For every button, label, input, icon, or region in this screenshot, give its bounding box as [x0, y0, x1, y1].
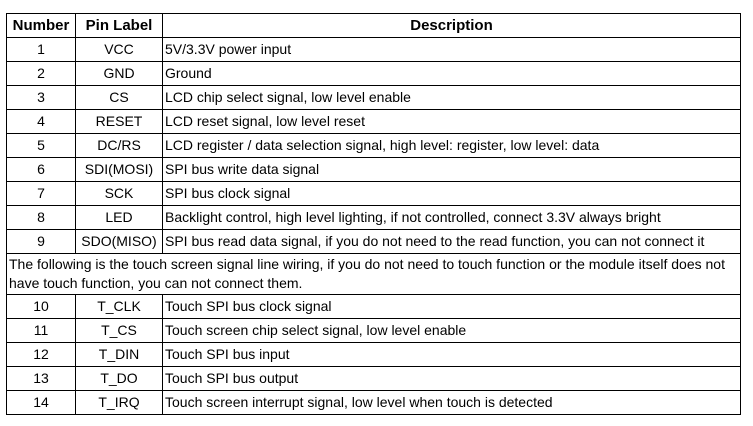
- pin-description: Touch screen chip select signal, low level enable: [163, 319, 741, 343]
- table-row: [7, 391, 741, 415]
- pin-number: 13: [7, 367, 76, 391]
- header-description: Description: [163, 14, 741, 38]
- pin-label: SDI(MOSI): [76, 158, 163, 182]
- pin-label: CS: [76, 86, 163, 110]
- pin-label: SCK: [76, 182, 163, 206]
- pin-label: T_DO: [76, 367, 163, 391]
- pin-label: T_CLK: [76, 295, 163, 319]
- pin-description: Touch SPI bus output: [163, 367, 741, 391]
- pin-label: VCC: [76, 38, 163, 62]
- pin-description: Touch screen interrupt signal, low level when touch is detected: [163, 391, 741, 415]
- pin-table: [6, 13, 741, 415]
- pin-number: 8: [7, 206, 76, 230]
- pin-description: SPI bus clock signal: [163, 182, 741, 206]
- header-row: [7, 14, 741, 38]
- table-row: [7, 319, 741, 343]
- table-row: [7, 86, 741, 110]
- pin-description: SPI bus read data signal, if you do not need to the read function, you can not connect it: [163, 230, 741, 254]
- pin-label: LED: [76, 206, 163, 230]
- pin-table-container: [6, 13, 741, 415]
- table-row: [7, 295, 741, 319]
- pin-description: SPI bus write data signal: [163, 158, 741, 182]
- pin-label: RESET: [76, 110, 163, 134]
- pin-number: 3: [7, 86, 76, 110]
- table-row: [7, 62, 741, 86]
- pin-label: SDO(MISO): [76, 230, 163, 254]
- pin-label: DC/RS: [76, 134, 163, 158]
- pin-number: 12: [7, 343, 76, 367]
- pin-description: Ground: [163, 62, 741, 86]
- touch-wiring-note: The following is the touch screen signal line wiring, if you do not need to touch function or the module itself does not have touch function, you can not connect them.: [7, 254, 741, 295]
- pin-number: 10: [7, 295, 76, 319]
- table-row: [7, 158, 741, 182]
- pin-description: LCD chip select signal, low level enable: [163, 86, 741, 110]
- table-row: [7, 206, 741, 230]
- header-pin-label: Pin Label: [76, 14, 163, 38]
- pin-number: 14: [7, 391, 76, 415]
- table-row: [7, 230, 741, 254]
- pin-number: 5: [7, 134, 76, 158]
- pin-number: 9: [7, 230, 76, 254]
- pin-description: Touch SPI bus clock signal: [163, 295, 741, 319]
- pin-description: LCD reset signal, low level reset: [163, 110, 741, 134]
- pin-description: Backlight control, high level lighting, if not controlled, connect 3.3V always bright: [163, 206, 741, 230]
- table-row: [7, 134, 741, 158]
- header-number: Number: [7, 14, 76, 38]
- table-row: [7, 38, 741, 62]
- pin-description: 5V/3.3V power input: [163, 38, 741, 62]
- table-row: [7, 110, 741, 134]
- pin-number: 7: [7, 182, 76, 206]
- pin-description: Touch SPI bus input: [163, 343, 741, 367]
- table-row: [7, 343, 741, 367]
- pin-number: 11: [7, 319, 76, 343]
- note-row: [7, 254, 741, 295]
- pin-label: T_DIN: [76, 343, 163, 367]
- pin-number: 6: [7, 158, 76, 182]
- table-row: [7, 182, 741, 206]
- pin-number: 2: [7, 62, 76, 86]
- pin-number: 1: [7, 38, 76, 62]
- pin-label: T_IRQ: [76, 391, 163, 415]
- pin-description: LCD register / data selection signal, high level: register, low level: data: [163, 134, 741, 158]
- pin-label: T_CS: [76, 319, 163, 343]
- pin-label: GND: [76, 62, 163, 86]
- pin-number: 4: [7, 110, 76, 134]
- table-row: [7, 367, 741, 391]
